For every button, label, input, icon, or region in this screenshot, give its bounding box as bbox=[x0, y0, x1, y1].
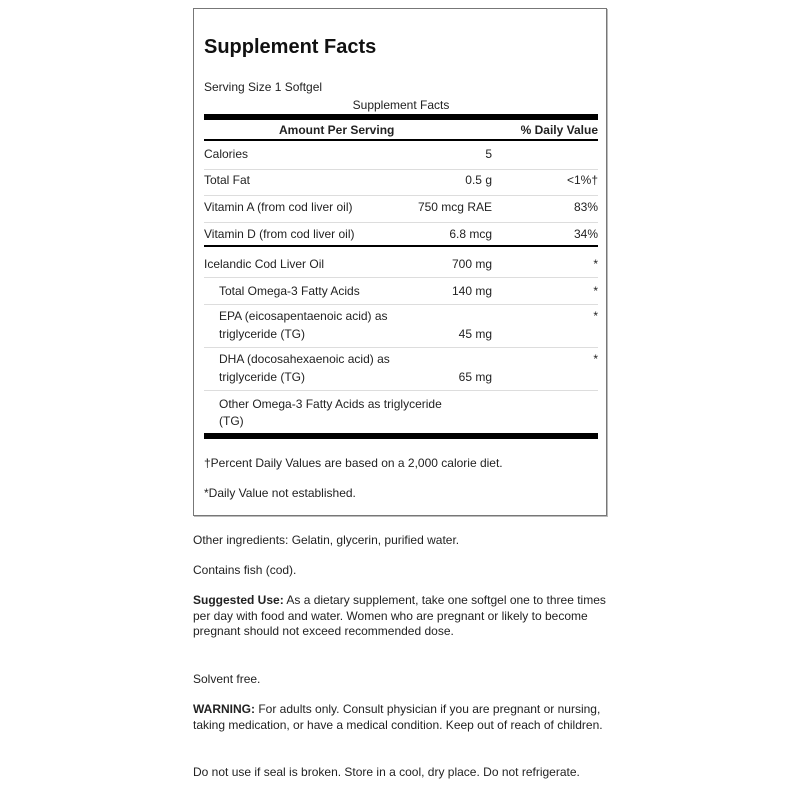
warning bbox=[193, 702, 613, 733]
table-row bbox=[204, 227, 598, 247]
header-daily-value: % Daily Value bbox=[520, 123, 598, 137]
table-header bbox=[204, 123, 598, 139]
table-row bbox=[204, 397, 598, 433]
row-name: Total Fat bbox=[204, 173, 251, 187]
row-dv: 83% bbox=[573, 200, 598, 214]
warning-text: For adults only. Consult physician if you are pregnant or nursing, taking medication, or have a medical condition. Keep out of reach of children. bbox=[193, 702, 603, 732]
allergen-statement: Contains fish (cod). bbox=[193, 563, 297, 577]
table-row bbox=[204, 309, 598, 348]
row-name-cont: (TG) bbox=[219, 414, 244, 428]
suggested-use-label: Suggested Use: bbox=[193, 593, 284, 607]
row-amount: 140 mg bbox=[451, 284, 492, 298]
row-amount: 750 mcg RAE bbox=[417, 200, 492, 214]
divider bbox=[204, 245, 598, 247]
suggested-use-text: As a dietary supplement, take one softgel one to three times per day with food and water. Women who are pregnant or likely to become pregnant should not exceed recommended dose. bbox=[193, 593, 606, 638]
row-dv: * bbox=[593, 309, 598, 323]
row-name: Vitamin A (from cod liver oil) bbox=[204, 200, 353, 214]
row-dv: * bbox=[593, 257, 598, 271]
table-row bbox=[204, 173, 598, 196]
row-name-cont: triglyceride (TG) bbox=[219, 370, 306, 384]
row-amount: 0.5 g bbox=[465, 173, 492, 187]
table-row bbox=[204, 147, 598, 170]
storage-instructions: Do not use if seal is broken. Store in a cool, dry place. Do not refrigerate. bbox=[193, 765, 580, 779]
thick-divider bbox=[204, 114, 598, 120]
footnote-daily-values: †Percent Daily Values are based on a 2,000 calorie diet. bbox=[204, 456, 503, 470]
table-row bbox=[204, 284, 598, 305]
table-caption: Supplement Facts bbox=[352, 98, 450, 112]
row-dv: <1%† bbox=[566, 173, 598, 187]
row-amount: 65 mg bbox=[458, 370, 492, 384]
row-name: Icelandic Cod Liver Oil bbox=[204, 257, 325, 271]
row-name: Calories bbox=[204, 147, 249, 161]
row-dv: * bbox=[593, 352, 598, 366]
panel-title: Supplement Facts bbox=[204, 36, 377, 58]
row-amount: 5 bbox=[485, 147, 492, 161]
row-name: DHA (docosahexaenoic acid) as bbox=[219, 352, 390, 366]
table-row bbox=[204, 200, 598, 223]
other-ingredients: Other ingredients: Gelatin, glycerin, purified water. bbox=[193, 533, 460, 547]
row-dv: * bbox=[593, 284, 598, 298]
suggested-use bbox=[193, 593, 613, 640]
serving-size: Serving Size 1 Softgel bbox=[204, 80, 323, 94]
row-name: EPA (eicosapentaenoic acid) as bbox=[219, 309, 388, 323]
row-name: Other Omega-3 Fatty Acids as triglyceride bbox=[219, 397, 442, 411]
row-name-cont: triglyceride (TG) bbox=[219, 327, 306, 341]
footnote-not-established: *Daily Value not established. bbox=[204, 486, 356, 500]
row-dv: 34% bbox=[573, 227, 598, 241]
row-amount: 700 mg bbox=[451, 257, 492, 271]
table-row bbox=[204, 352, 598, 391]
row-amount: 6.8 mcg bbox=[449, 227, 492, 241]
table-row bbox=[204, 257, 598, 278]
row-amount: 45 mg bbox=[458, 327, 492, 341]
divider bbox=[204, 139, 598, 141]
warning-label: WARNING: bbox=[193, 702, 255, 716]
row-name: Vitamin D (from cod liver oil) bbox=[204, 227, 355, 241]
header-amount: Amount Per Serving bbox=[279, 123, 395, 137]
supplement-facts-panel bbox=[193, 8, 607, 516]
thick-divider bbox=[204, 433, 598, 439]
row-name: Total Omega-3 Fatty Acids bbox=[219, 284, 360, 298]
solvent-statement: Solvent free. bbox=[193, 672, 261, 686]
